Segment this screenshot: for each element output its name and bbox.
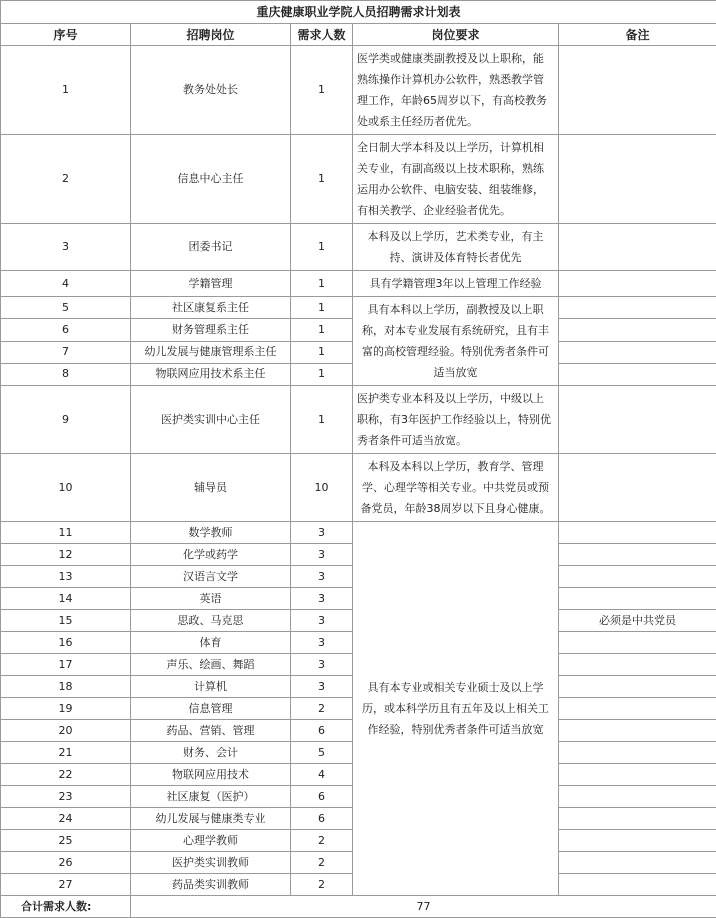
- header-requirement: 岗位要求: [353, 24, 559, 46]
- row-position: 医护类实训中心主任: [131, 386, 291, 454]
- row-position: 数学教师: [131, 522, 291, 544]
- row-position: 幼儿发展与健康类专业: [131, 808, 291, 830]
- row-note: [559, 786, 716, 808]
- row-requirement: 医学类或健康类副教授及以上职称，能熟练操作计算机办公软件，熟悉教学管理工作，年龄65周岁以下，有高校教务处或系主任经历者优先。: [353, 46, 559, 135]
- row-no: 26: [1, 852, 131, 874]
- row-note: [559, 522, 716, 544]
- row-no: 18: [1, 676, 131, 698]
- row-count: 6: [291, 808, 353, 830]
- row-requirement: 医护类专业本科及以上学历，中级以上职称，有3年医护工作经验以上，特别优秀者条件可适当放宽。: [353, 386, 559, 454]
- row-note: [559, 46, 716, 135]
- row-requirement: 具有本科以上学历，副教授及以上职称，对本专业发展有系统研究，且有丰富的高校管理经验。特别优秀者条件可适当放宽: [353, 297, 559, 386]
- row-note: [559, 224, 716, 271]
- row-position: 声乐、绘画、舞蹈: [131, 654, 291, 676]
- row-no: 14: [1, 588, 131, 610]
- row-requirement: 具有学籍管理3年以上管理工作经验: [353, 271, 559, 297]
- row-note: [559, 676, 716, 698]
- table-row: [1, 386, 716, 454]
- row-note: [559, 830, 716, 852]
- row-count: 3: [291, 632, 353, 654]
- row-position: 医护类实训教师: [131, 852, 291, 874]
- row-count: 3: [291, 522, 353, 544]
- row-no: 20: [1, 720, 131, 742]
- total-value: 77: [131, 896, 716, 918]
- row-note: [559, 720, 716, 742]
- row-no: 1: [1, 46, 131, 135]
- row-position: 幼儿发展与健康管理系主任: [131, 341, 291, 363]
- row-no: 8: [1, 363, 131, 385]
- row-position: 教务处处长: [131, 46, 291, 135]
- row-count: 1: [291, 271, 353, 297]
- row-count: 1: [291, 319, 353, 341]
- row-note: [559, 808, 716, 830]
- row-count: 1: [291, 135, 353, 224]
- table-row: [1, 522, 716, 544]
- row-no: 25: [1, 830, 131, 852]
- row-position: 汉语言文学: [131, 566, 291, 588]
- row-note: [559, 698, 716, 720]
- row-note: [559, 297, 716, 319]
- row-count: 2: [291, 852, 353, 874]
- row-no: 10: [1, 454, 131, 522]
- row-note: [559, 363, 716, 385]
- row-count: 2: [291, 698, 353, 720]
- row-count: 1: [291, 363, 353, 385]
- row-no: 9: [1, 386, 131, 454]
- row-note: [559, 454, 716, 522]
- row-count: 1: [291, 224, 353, 271]
- row-position: 化学或药学: [131, 544, 291, 566]
- row-no: 7: [1, 341, 131, 363]
- row-position: 社区康复（医护）: [131, 786, 291, 808]
- row-position: 辅导员: [131, 454, 291, 522]
- row-count: 3: [291, 610, 353, 632]
- row-note: [559, 271, 716, 297]
- row-no: 27: [1, 874, 131, 896]
- row-note: [559, 566, 716, 588]
- row-position: 心理学教师: [131, 830, 291, 852]
- row-position: 药品类实训教师: [131, 874, 291, 896]
- header-row: [1, 24, 716, 46]
- row-no: 3: [1, 224, 131, 271]
- row-position: 英语: [131, 588, 291, 610]
- table-row: [1, 46, 716, 135]
- total-row: [1, 896, 716, 918]
- row-count: 3: [291, 566, 353, 588]
- total-label: 合计需求人数:: [1, 896, 131, 918]
- table-row: [1, 135, 716, 224]
- row-count: 6: [291, 786, 353, 808]
- header-no: 序号: [1, 24, 131, 46]
- row-position: 财务管理系主任: [131, 319, 291, 341]
- row-count: 4: [291, 764, 353, 786]
- row-note: [559, 632, 716, 654]
- row-position: 社区康复系主任: [131, 297, 291, 319]
- row-note: [559, 764, 716, 786]
- row-count: 3: [291, 588, 353, 610]
- row-note: [559, 852, 716, 874]
- row-no: 12: [1, 544, 131, 566]
- row-no: 11: [1, 522, 131, 544]
- row-no: 2: [1, 135, 131, 224]
- row-position: 思政、马克思: [131, 610, 291, 632]
- row-requirement: 具有本专业或相关专业硕士及以上学历，或本科学历且有五年及以上相关工作经验，特别优秀者条件可适当放宽: [353, 522, 559, 896]
- row-requirement: 全日制大学本科及以上学历，计算机相关专业，有副高级以上技术职称，熟练运用办公软件、电脑安装、组装维修，有相关教学、企业经验者优先。: [353, 135, 559, 224]
- row-note: [559, 341, 716, 363]
- row-note: [559, 874, 716, 896]
- table-title: 重庆健康职业学院人员招聘需求计划表: [1, 1, 716, 24]
- row-no: 6: [1, 319, 131, 341]
- row-count: 2: [291, 830, 353, 852]
- header-note: 备注: [559, 24, 716, 46]
- row-no: 15: [1, 610, 131, 632]
- table-row: [1, 271, 716, 297]
- header-position: 招聘岗位: [131, 24, 291, 46]
- row-count: 1: [291, 341, 353, 363]
- row-position: 信息管理: [131, 698, 291, 720]
- row-requirement: 本科及以上学历，艺术类专业，有主持、演讲及体育特长者优先: [353, 224, 559, 271]
- row-position: 药品、营销、管理: [131, 720, 291, 742]
- table-row: [1, 224, 716, 271]
- row-no: 24: [1, 808, 131, 830]
- row-note: [559, 654, 716, 676]
- row-requirement: 本科及本科以上学历，教育学、管理学、心理学等相关专业。中共党员或预备党员，年龄38周岁以下且身心健康。: [353, 454, 559, 522]
- row-note: 必须是中共党员: [559, 610, 716, 632]
- row-no: 23: [1, 786, 131, 808]
- row-count: 6: [291, 720, 353, 742]
- row-position: 信息中心主任: [131, 135, 291, 224]
- row-note: [559, 386, 716, 454]
- row-position: 物联网应用技术系主任: [131, 363, 291, 385]
- row-count: 1: [291, 386, 353, 454]
- table-row: [1, 454, 716, 522]
- row-no: 4: [1, 271, 131, 297]
- row-position: 团委书记: [131, 224, 291, 271]
- row-note: [559, 319, 716, 341]
- row-count: 3: [291, 676, 353, 698]
- row-position: 物联网应用技术: [131, 764, 291, 786]
- table-row: [1, 297, 716, 319]
- row-no: 22: [1, 764, 131, 786]
- row-count: 2: [291, 874, 353, 896]
- row-no: 17: [1, 654, 131, 676]
- row-position: 财务、会计: [131, 742, 291, 764]
- header-count: 需求人数: [291, 24, 353, 46]
- row-note: [559, 742, 716, 764]
- row-count: 5: [291, 742, 353, 764]
- row-no: 13: [1, 566, 131, 588]
- table-body: [1, 46, 716, 896]
- row-note: [559, 588, 716, 610]
- row-no: 5: [1, 297, 131, 319]
- row-position: 计算机: [131, 676, 291, 698]
- row-note: [559, 135, 716, 224]
- row-count: 1: [291, 297, 353, 319]
- row-position: 体育: [131, 632, 291, 654]
- row-no: 19: [1, 698, 131, 720]
- row-position: 学籍管理: [131, 271, 291, 297]
- row-count: 3: [291, 544, 353, 566]
- row-note: [559, 544, 716, 566]
- row-no: 21: [1, 742, 131, 764]
- row-count: 3: [291, 654, 353, 676]
- row-count: 1: [291, 46, 353, 135]
- row-count: 10: [291, 454, 353, 522]
- row-no: 16: [1, 632, 131, 654]
